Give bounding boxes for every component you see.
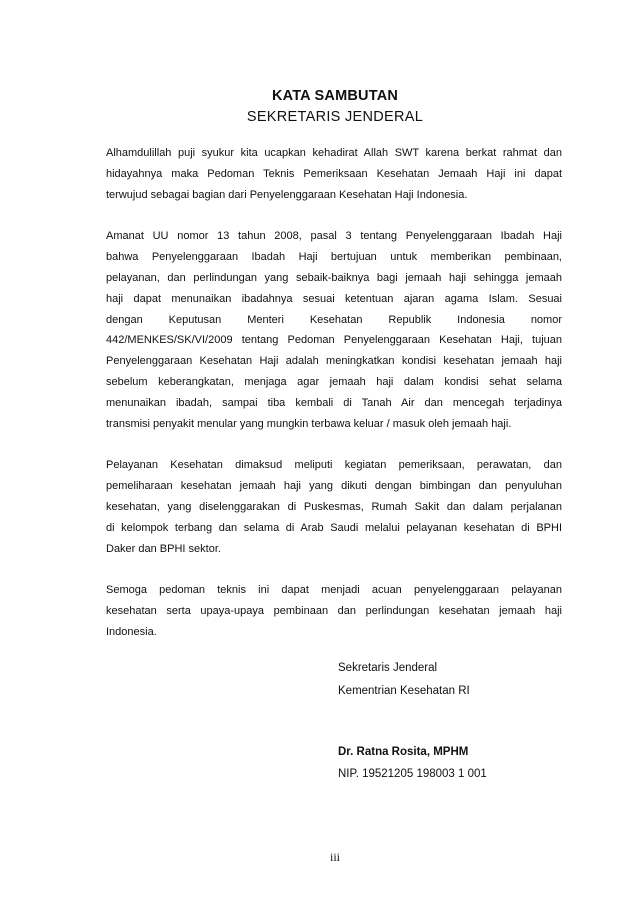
paragraph <box>106 226 562 434</box>
text-line: Amanat UU nomor 13 tahun 2008, pasal 3 tentang Penyelenggaraan Ibadah Haji <box>106 230 562 243</box>
text-line: Indonesia. <box>106 625 157 638</box>
paragraph <box>106 455 562 559</box>
text-line: terwujud sebagai bagian dari Penyelenggaraan Kesehatan Haji Indonesia. <box>106 188 468 201</box>
text-line: di kelompok terbang dan selama di Arab Saudi melalui pelayanan kesehatan di BPHI <box>106 521 562 534</box>
text-line: Daker dan BPHI sektor. <box>106 542 221 555</box>
text-line: sebelum keberangkatan, menjaga agar jemaah haji dalam kondisi sehat selama <box>106 375 562 388</box>
text-line: haji dapat menunaikan ibadahnya sesuai ketentuan ajaran agama Islam. Sesuai <box>106 292 562 305</box>
text-line: pelayanan, dan perlindungan yang sebaik-baiknya bagi jemaah haji sehingga jemaah <box>106 271 562 284</box>
text-line: 442/MENKES/SK/VI/2009 tentang Pedoman Penyelenggaraan Kesehatan Haji, tujuan <box>106 334 562 347</box>
page-subtitle: SEKRETARIS JENDERAL <box>246 109 424 125</box>
text-line: hidayahnya maka Pedoman Teknis Pemeriksaan Kesehatan Jemaah Haji ini dapat <box>106 167 562 180</box>
paragraph <box>106 143 562 205</box>
paragraph <box>106 580 562 642</box>
text-line: transmisi penyakit menular yang mungkin terbawa keluar / masuk oleh jemaah haji. <box>106 417 512 430</box>
text-line: menunaikan ibadah, sampai tiba kembali di Tanah Air dan mencegah terjadinya <box>106 396 562 409</box>
text-line: bahwa Penyelenggaraan Ibadah Haji bertujuan untuk memberikan pembinaan, <box>106 251 562 264</box>
text-line: Penyelenggaraan Kesehatan Haji adalah meningkatkan kondisi kesehatan jemaah haji <box>106 355 562 368</box>
signatory-title: Sekretaris Jenderal <box>338 662 438 674</box>
text-line: Pelayanan Kesehatan dimaksud meliputi kegiatan pemeriksaan, perawatan, dan <box>106 459 562 472</box>
page-number: iii <box>329 850 340 864</box>
text-line: kesehatan, yang diselenggarakan di Puskesmas, Rumah Sakit dan dalam perjalanan <box>106 500 562 513</box>
text-line: pemeliharaan kesehatan jemaah haji yang dikuti dengan bimbingan dan penyuluhan <box>106 480 562 493</box>
signatory-name: Dr. Ratna Rosita, MPHM <box>338 746 469 758</box>
signatory-nip: NIP. 19521205 198003 1 001 <box>338 768 487 780</box>
page-title: KATA SAMBUTAN <box>271 88 399 104</box>
signatory-institution: Kementrian Kesehatan RI <box>338 685 470 697</box>
text-line: dengan Keputusan Menteri Kesehatan Republik Indonesia nomor <box>106 313 562 326</box>
text-line: Alhamdulillah puji syukur kita ucapkan kehadirat Allah SWT karena berkat rahmat dan <box>106 147 562 159</box>
text-line: kesehatan serta upaya-upaya pembinaan dan perlindungan kesehatan jemaah haji <box>106 605 562 618</box>
body-text <box>106 143 562 664</box>
text-line: Semoga pedoman teknis ini dapat menjadi acuan penyelenggaraan pelayanan <box>106 584 562 597</box>
